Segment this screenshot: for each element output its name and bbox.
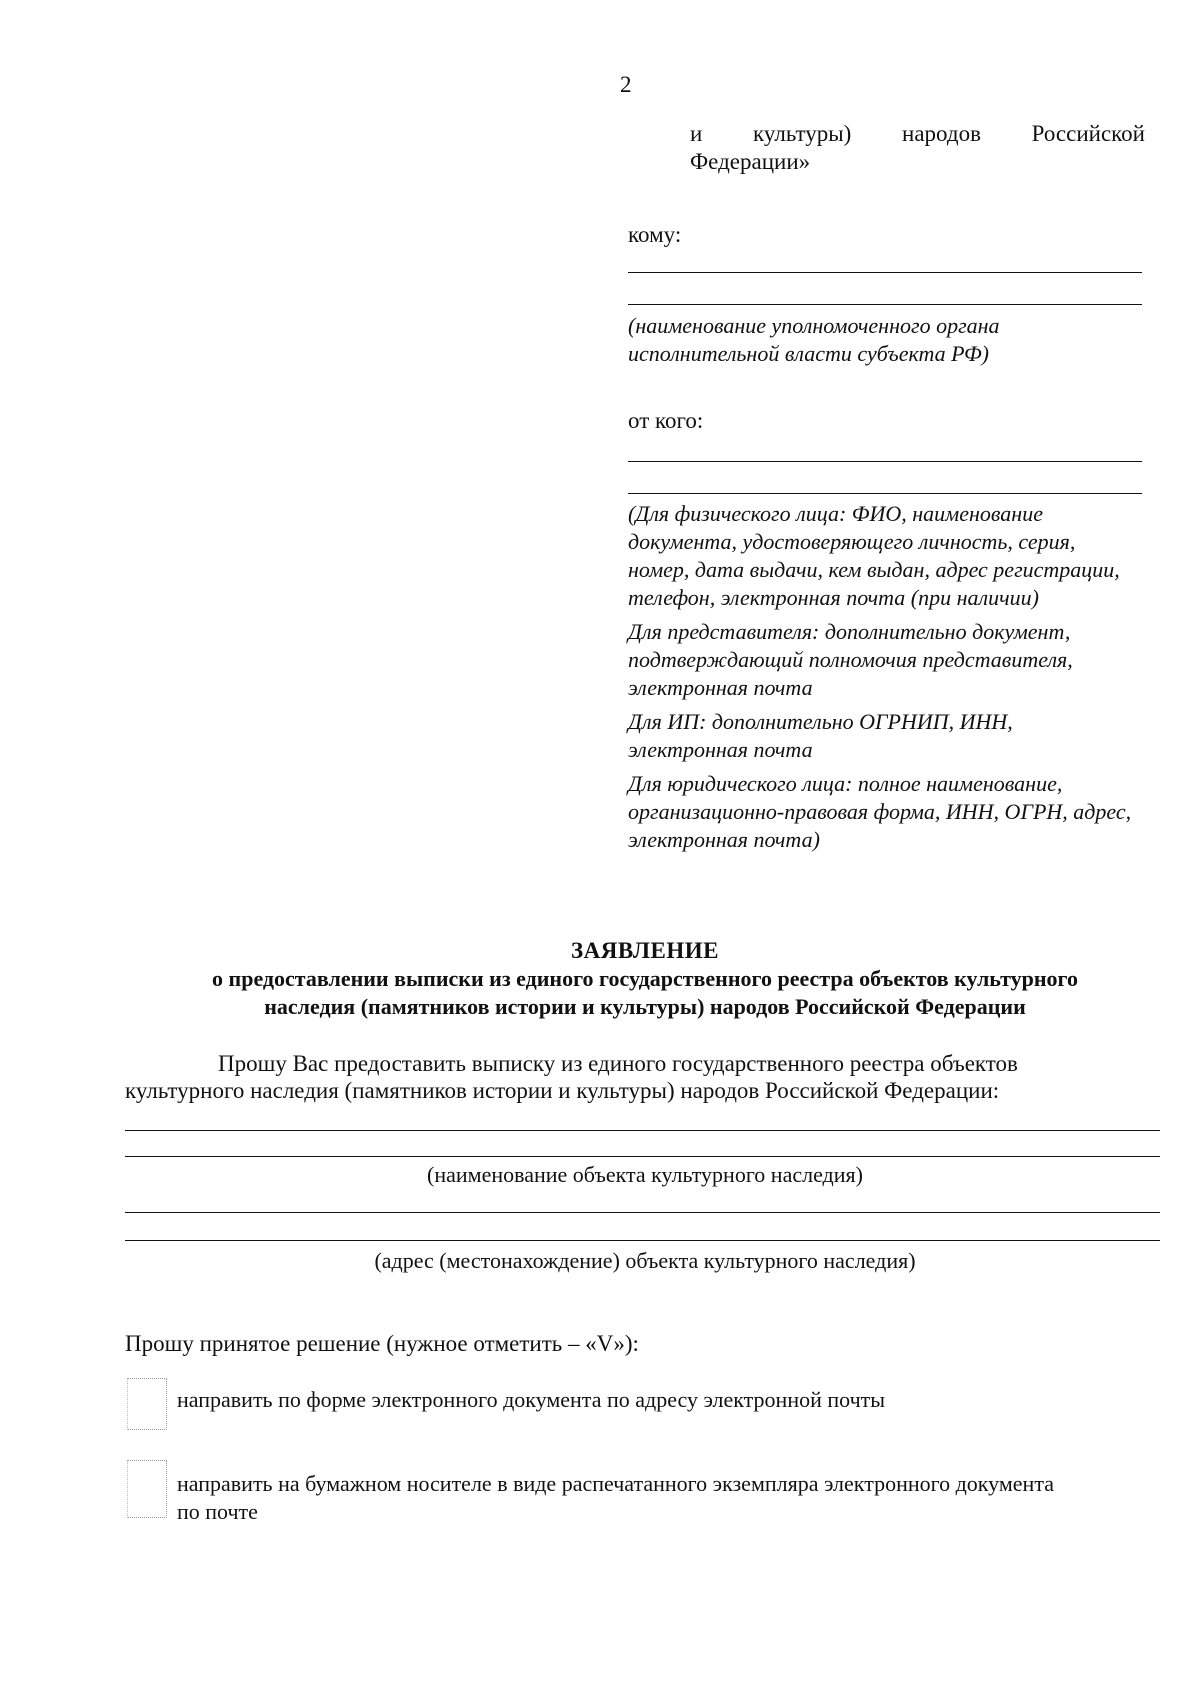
- request-line1: Прошу Вас предоставить выписку из единого государственного реестра объектов: [218, 1051, 1018, 1076]
- object-name-caption: (наименование объекта культурного наследия): [427, 1162, 863, 1187]
- from-label: от кого:: [628, 408, 704, 433]
- option-paper-line2: по почте: [177, 1499, 258, 1524]
- heading-continuation: [690, 120, 1145, 176]
- option-email-label: [177, 1386, 1167, 1414]
- heading-word: Российской: [1031, 121, 1145, 146]
- to-line-1[interactable]: [628, 272, 1142, 273]
- heading-continuation-line2: Федерации»: [690, 149, 811, 174]
- document-title: [0, 937, 1200, 1021]
- request-line2: культурного наследия (памятников истории и культуры) народов Российской Федерации:: [125, 1078, 1000, 1103]
- object-name-line-1[interactable]: [125, 1130, 1160, 1131]
- title-main: ЗАЯВЛЕНИЕ: [571, 938, 719, 963]
- from-note-individual: (Для физического лица: ФИО, наименование документа, удостоверяющего личность, серия, номер, дата выдачи, кем выдан, адрес регистрации, телефон, электронная почта (при наличии): [628, 501, 1120, 610]
- to-note: (наименование уполномоченного органа исполнительной власти субъекта РФ): [628, 313, 1000, 366]
- option-email-checkbox[interactable]: [127, 1378, 167, 1430]
- option-paper-label: [177, 1470, 1167, 1526]
- heading-continuation-line1: [690, 120, 1145, 148]
- title-line2: о предоставлении выписки из единого государственного реестра объектов культурного: [212, 966, 1078, 991]
- from-line-1[interactable]: [628, 461, 1142, 462]
- decision-prompt: Прошу принятое решение (нужное отметить – «V»):: [125, 1331, 639, 1356]
- object-address-line-1[interactable]: [125, 1212, 1160, 1213]
- object-name-line-2[interactable]: [125, 1156, 1160, 1157]
- from-note-representative: Для представителя: дополнительно документ, подтверждающий полномочия представителя, электронная почта: [628, 619, 1073, 700]
- to-label: кому:: [628, 222, 682, 247]
- heading-word: культуры): [753, 121, 852, 146]
- object-address-caption: (адрес (местонахождение) объекта культурного наследия): [374, 1248, 916, 1273]
- object-address-line-2[interactable]: [125, 1240, 1160, 1241]
- heading-word: народов: [902, 121, 981, 146]
- option-paper-line1: направить на бумажном носителе в виде распечатанного экземпляра электронного документа: [177, 1471, 1054, 1496]
- heading-word: и: [690, 121, 703, 146]
- from-note-ip: Для ИП: дополнительно ОГРНИП, ИНН, электронная почта: [628, 709, 1013, 762]
- from-notes: [628, 500, 1142, 854]
- option-email-line1: направить по форме электронного документа по адресу электронной почты: [177, 1387, 886, 1412]
- request-paragraph: [125, 1050, 1165, 1104]
- to-line-2[interactable]: [628, 304, 1142, 305]
- from-line-2[interactable]: [628, 493, 1142, 494]
- from-note-legal-entity: Для юридического лица: полное наименование, организационно-правовая форма, ИНН, ОГРН, адрес, электронная почта): [628, 771, 1132, 852]
- page-number: 2: [620, 72, 632, 97]
- title-line3: наследия (памятников истории и культуры) народов Российской Федерации: [264, 994, 1026, 1019]
- option-paper-checkbox[interactable]: [127, 1460, 167, 1518]
